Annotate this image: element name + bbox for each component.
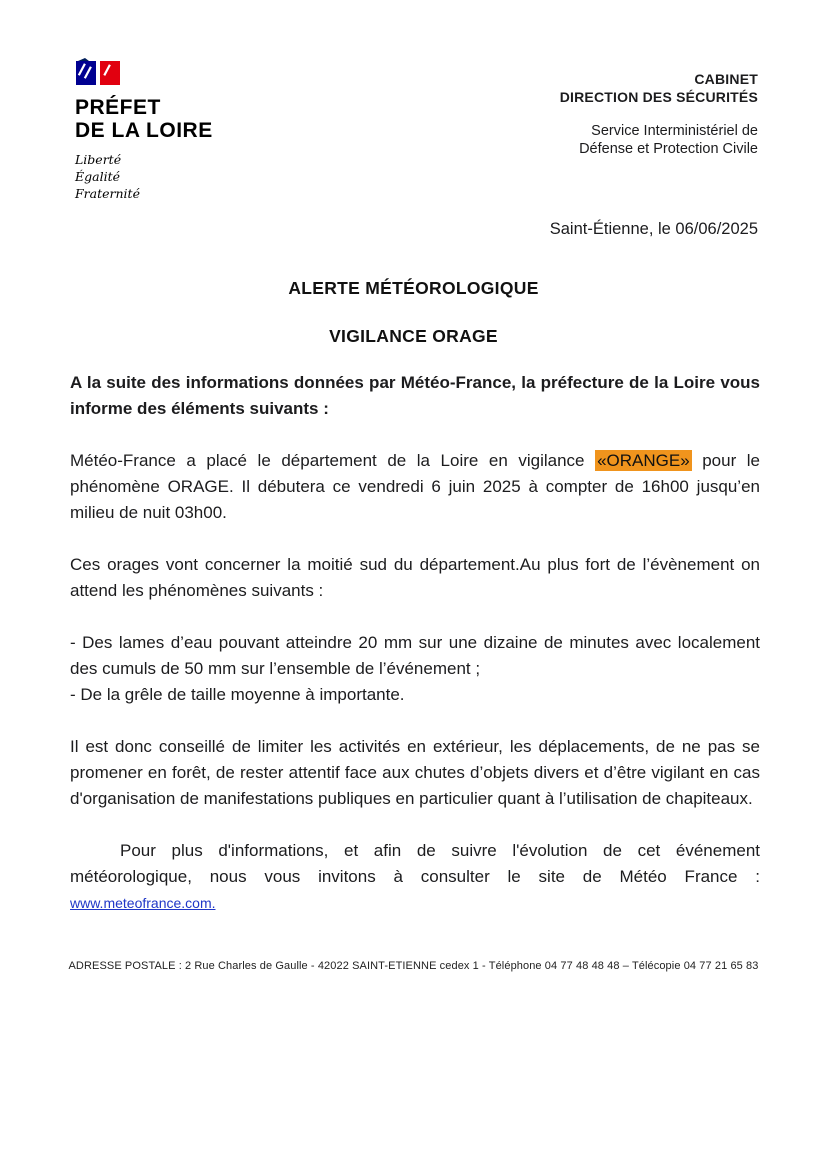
advice-paragraph: Il est donc conseillé de limiter les activités en extérieur, les déplacements, de ne pas se promener en forêt, de rester attentif face aux chutes d’objets divers et d’être vigilant en cas d'organisation de manifestations publiques en particulier quant à l’utilisation de chapiteaux. bbox=[70, 737, 760, 808]
document-subtitle: VIGILANCE ORAGE bbox=[329, 326, 498, 346]
header-direction: DIRECTION DES SÉCURITÉS bbox=[559, 89, 758, 105]
header-service-line2: Défense et Protection Civile bbox=[579, 141, 758, 157]
prefecture-logo bbox=[75, 58, 275, 202]
french-flag-icon bbox=[75, 58, 121, 88]
logo-name-line2: DE LA LOIRE bbox=[75, 119, 213, 142]
vigilance-paragraph bbox=[70, 448, 760, 526]
motto-liberte: Liberté bbox=[75, 152, 122, 167]
storm-scope-paragraph: Ces orages vont concerner la moitié sud du département.Au plus fort de l’évènement on attend les phénomènes suivants : bbox=[70, 555, 760, 600]
vigilance-text-after: pour le phénomène ORAGE. Il débutera ce vendredi 6 juin 2025 à compter de 16h00 jusqu’en milieu de nuit 03h00. bbox=[70, 451, 761, 522]
intro-paragraph: A la suite des informations données par Météo-France, la préfecture de la Loire vous informe des éléments suivants : bbox=[70, 373, 760, 418]
more-info-text: Pour plus d'informations, et afin de suivre l'évolution de cet événement météorologique, nous vous invitons à consulter le site de Météo France : bbox=[70, 841, 760, 886]
footer-address: ADRESSE POSTALE : 2 Rue Charles de Gaulle - 42022 SAINT-ETIENNE cedex 1 - Téléphone 04 77 48 48 48 – Télécopie 04 77 21 65 83 bbox=[68, 960, 759, 972]
logo-motto bbox=[75, 151, 275, 202]
document-title: ALERTE MÉTÉOROLOGIQUE bbox=[288, 278, 539, 298]
motto-egalite: Égalité bbox=[75, 169, 120, 184]
motto-fraternite: Fraternité bbox=[75, 186, 140, 201]
logo-name-line1: PRÉFET bbox=[75, 96, 161, 119]
dateline: Saint-Étienne, le 06/06/2025 bbox=[549, 220, 758, 238]
header-spacer bbox=[560, 106, 758, 122]
header-service-line1: Service Interministériel de bbox=[591, 123, 758, 139]
meteofrance-link[interactable]: www.meteofrance.com. bbox=[70, 895, 216, 911]
header-service-block bbox=[560, 70, 758, 158]
header-cabinet: CABINET bbox=[694, 71, 758, 87]
phenomena-item-hail: - De la grêle de taille moyenne à importante. bbox=[70, 685, 405, 704]
document-body bbox=[70, 370, 760, 942]
vigilance-text-before: Météo-France a placé le département de la Loire en vigilance bbox=[70, 451, 596, 470]
phenomena-item-rain: - Des lames d’eau pouvant atteindre 20 mm sur une dizaine de minutes avec localement des cumuls de 50 mm sur l’ensemble de l’événement ; bbox=[70, 633, 760, 678]
orange-highlight: «ORANGE» bbox=[597, 451, 690, 470]
more-info-paragraph bbox=[70, 838, 760, 916]
logo-name bbox=[75, 96, 275, 142]
